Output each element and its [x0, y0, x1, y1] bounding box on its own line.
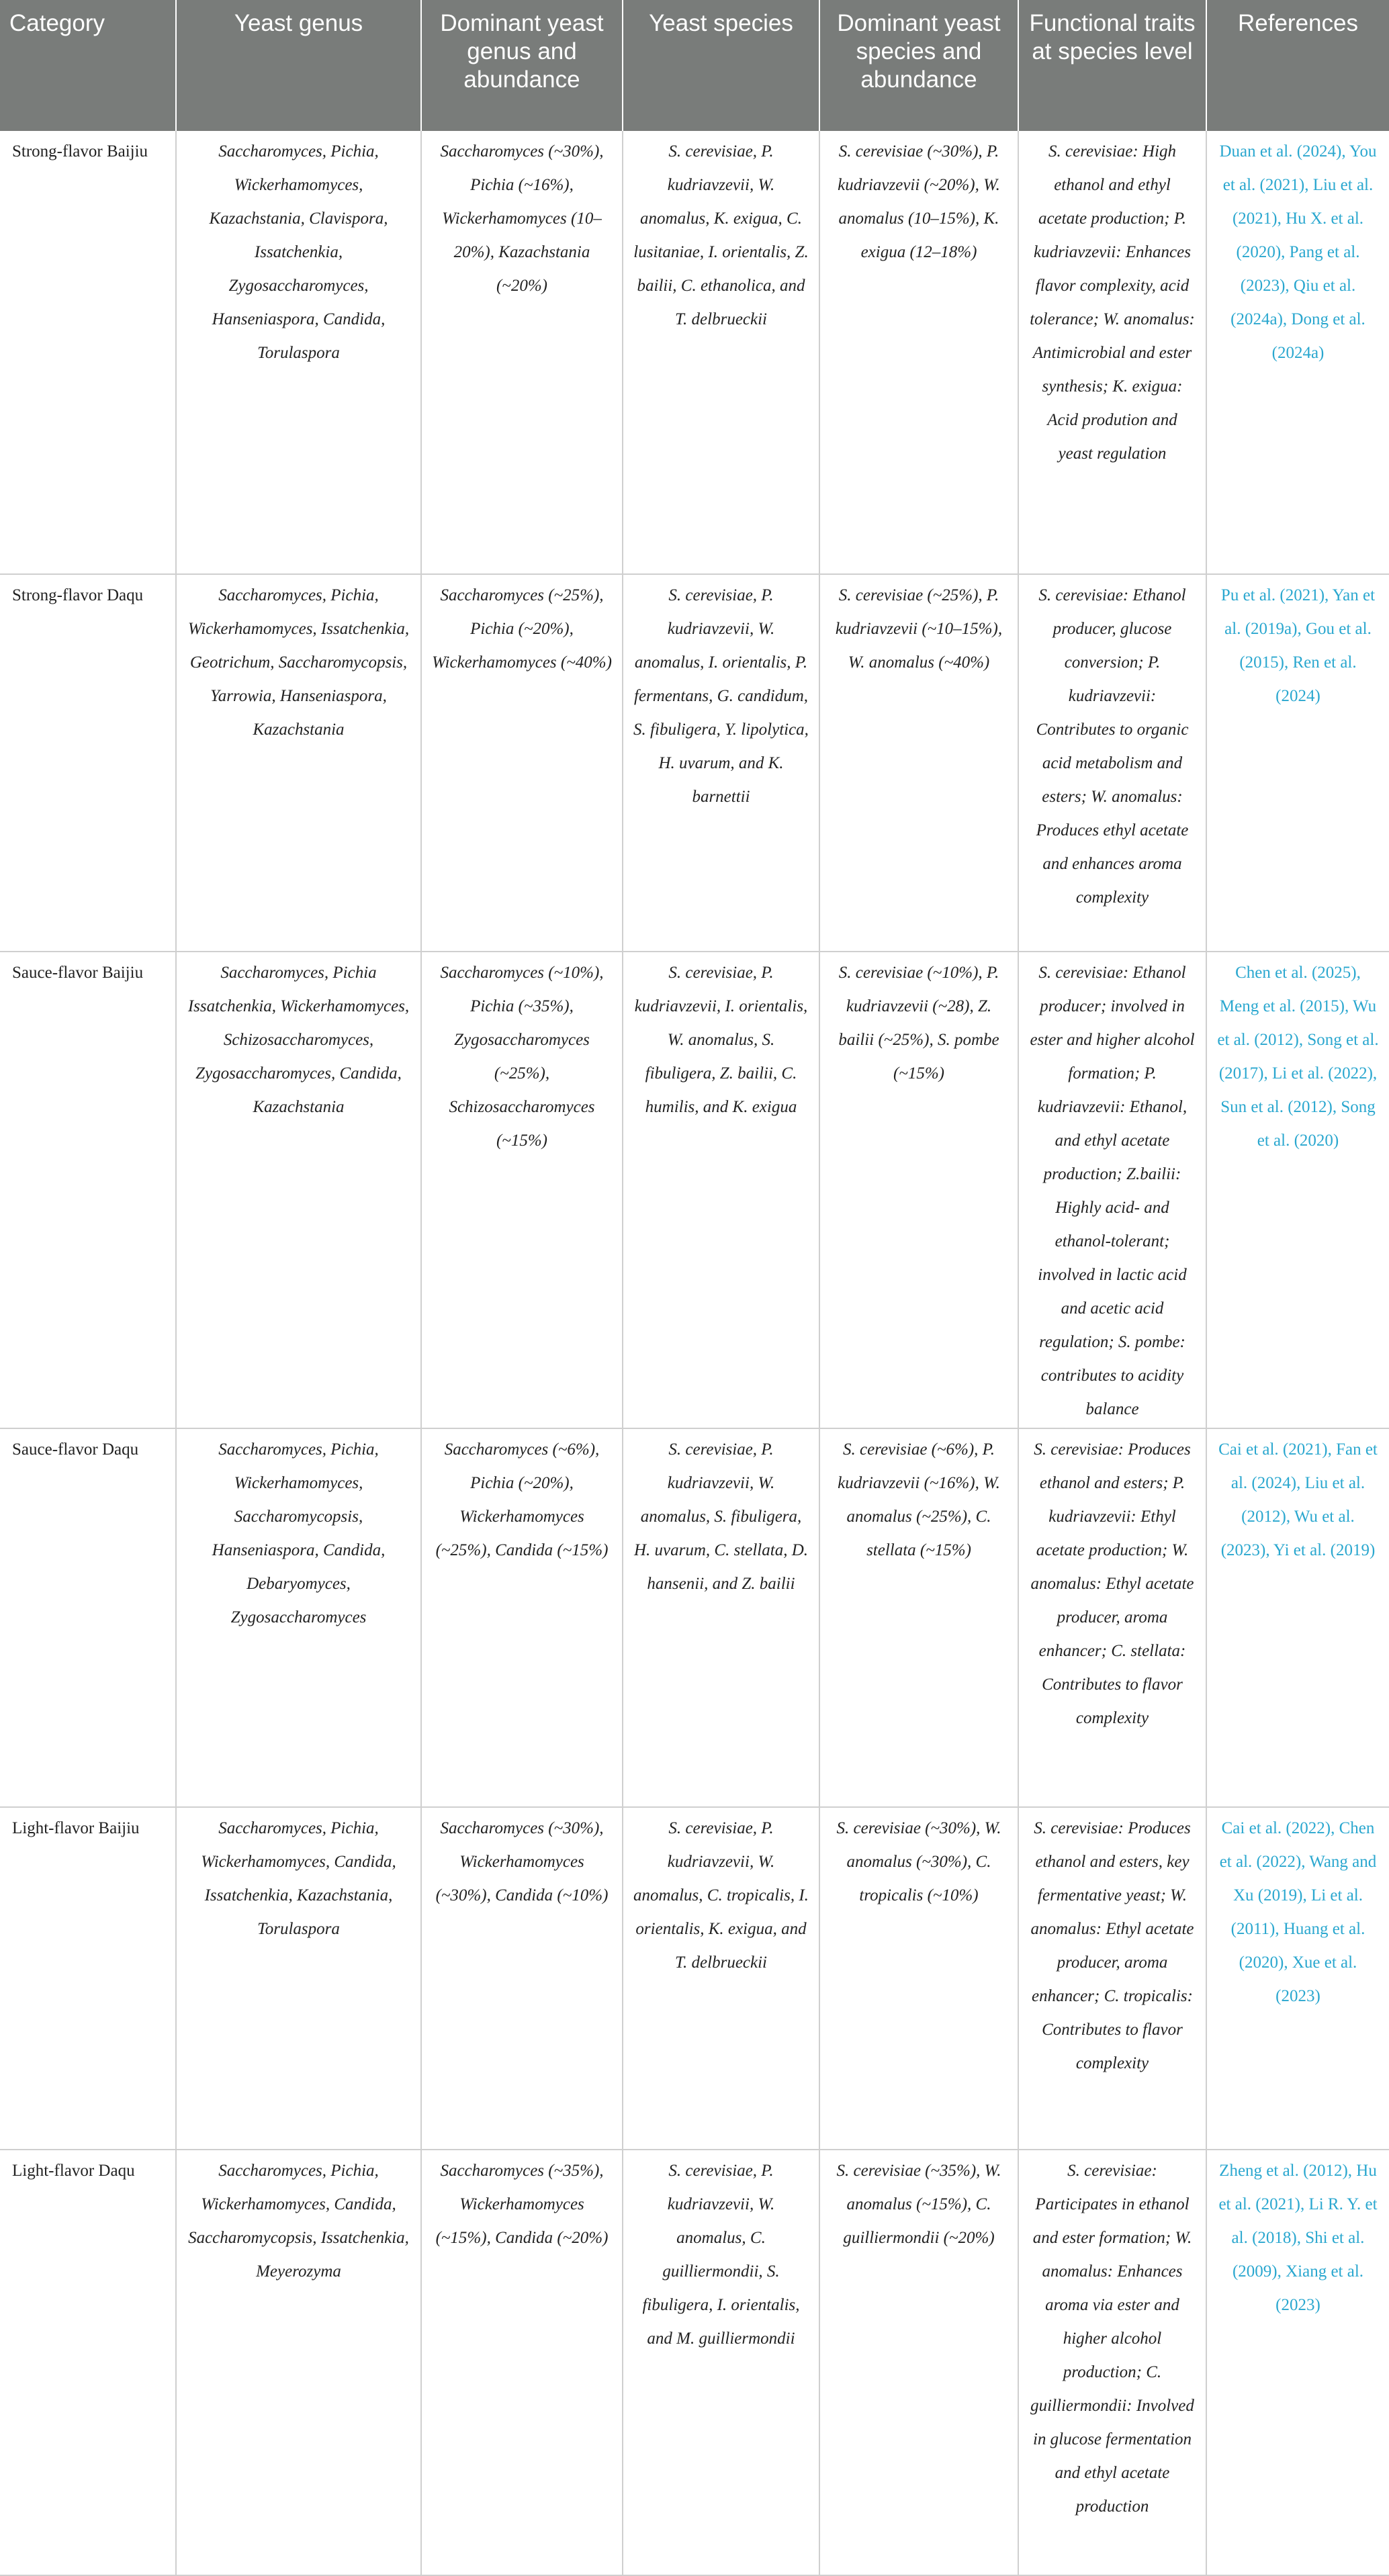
table-row — [0, 574, 1389, 952]
dominant-genus-cell: Saccharomyces (~30%), Pichia (~16%), Wickerhamomyces (10–20%), Kazachstania (~20%) — [421, 131, 623, 574]
header-yeast-genus: Yeast genus — [176, 0, 421, 131]
traits-cell: S. cerevisiae: Produces ethanol and esters, key fermentative yeast; W. anomalus: Ethyl acetate producer, aroma enhancer; C. tropicalis: Contributes to flavor complexity — [1018, 1807, 1206, 2150]
dominant-species-cell: S. cerevisiae (~6%), P. kudriavzevii (~16%), W. anomalus (~25%), C. stellata (~15%) — [819, 1428, 1018, 1807]
category-cell: Sauce-flavor Baijiu — [0, 952, 176, 1428]
table-row — [0, 1807, 1389, 2150]
category-cell: Strong-flavor Daqu — [0, 574, 176, 952]
traits-cell: S. cerevisiae: Produces ethanol and esters; P. kudriavzevii: Ethyl acetate production; W. anomalus: Ethyl acetate producer, aroma enhancer; C. stellata: Contributes to flavor complexity — [1018, 1428, 1206, 1807]
table-row — [0, 131, 1389, 574]
dominant-species-cell: S. cerevisiae (~25%), P. kudriavzevii (~10–15%), W. anomalus (~40%) — [819, 574, 1018, 952]
dominant-genus-cell: Saccharomyces (~25%), Pichia (~20%), Wickerhamomyces (~40%) — [421, 574, 623, 952]
species-cell: S. cerevisiae, P. kudriavzevii, W. anomalus, K. exigua, C. lusitaniae, I. orientalis, Z. bailii, C. ethanolica, and T. delbrueckii — [623, 131, 819, 574]
dominant-genus-cell: Saccharomyces (~10%), Pichia (~35%), Zygosaccharomyces (~25%), Schizosaccharomyces (~15%) — [421, 952, 623, 1428]
table-row — [0, 1428, 1389, 1807]
table-row — [0, 952, 1389, 1428]
traits-cell: S. cerevisiae: Participates in ethanol and ester formation; W. anomalus: Enhances aroma via ester and higher alcohol production; C. guilliermondii: Involved in glucose fermentation and ethyl acetate production — [1018, 2150, 1206, 2575]
species-cell: S. cerevisiae, P. kudriavzevii, W. anomalus, I. orientalis, P. fermentans, G. candidum, S. fibuligera, Y. lipolytica, H. uvarum, and K. barnettii — [623, 574, 819, 952]
category-cell: Light-flavor Baijiu — [0, 1807, 176, 2150]
category-cell: Light-flavor Daqu — [0, 2150, 176, 2575]
references-link[interactable]: Cai et al. (2022), Chen et al. (2022), Wang and Xu (2019), Li et al. (2011), Huang et al. (2020), Xue et al. (2023) — [1206, 1807, 1389, 2150]
species-cell: S. cerevisiae, P. kudriavzevii, W. anomalus, S. fibuligera, H. uvarum, C. stellata, D. hansenii, and Z. bailii — [623, 1428, 819, 1807]
header-dominant-genus: Dominant yeast genus and abundance — [421, 0, 623, 131]
dominant-genus-cell: Saccharomyces (~30%), Wickerhamomyces (~30%), Candida (~10%) — [421, 1807, 623, 2150]
traits-cell: S. cerevisiae: High ethanol and ethyl acetate production; P. kudriavzevii: Enhances flavor complexity, acid tolerance; W. anomalus: Antimicrobial and ester synthesis; K. exigua: Acid prodution and yeast regulation — [1018, 131, 1206, 574]
header-category: Category — [0, 0, 176, 131]
dominant-genus-cell: Saccharomyces (~6%), Pichia (~20%), Wickerhamomyces (~25%), Candida (~15%) — [421, 1428, 623, 1807]
header-row — [0, 0, 1389, 131]
species-cell: S. cerevisiae, P. kudriavzevii, I. orientalis, W. anomalus, S. fibuligera, Z. bailii, C. humilis, and K. exigua — [623, 952, 819, 1428]
genus-cell: Saccharomyces, Pichia, Wickerhamomyces, Candida, Saccharomycopsis, Issatchenkia, Meyerozyma — [176, 2150, 421, 2575]
dominant-species-cell: S. cerevisiae (~35%), W. anomalus (~15%), C. guilliermondii (~20%) — [819, 2150, 1018, 2575]
genus-cell: Saccharomyces, Pichia Issatchenkia, Wickerhamomyces, Schizosaccharomyces, Zygosaccharomyces, Candida, Kazachstania — [176, 952, 421, 1428]
genus-cell: Saccharomyces, Pichia, Wickerhamomyces, Candida, Issatchenkia, Kazachstania, Torulaspora — [176, 1807, 421, 2150]
dominant-species-cell: S. cerevisiae (~30%), W. anomalus (~30%), C. tropicalis (~10%) — [819, 1807, 1018, 2150]
dominant-species-cell: S. cerevisiae (~30%), P. kudriavzevii (~20%), W. anomalus (10–15%), K. exigua (12–18%) — [819, 131, 1018, 574]
header-yeast-species: Yeast species — [623, 0, 819, 131]
table-row — [0, 2150, 1389, 2575]
header-functional-traits: Functional traits at species level — [1018, 0, 1206, 131]
category-cell: Strong-flavor Baijiu — [0, 131, 176, 574]
header-dominant-species: Dominant yeast species and abundance — [819, 0, 1018, 131]
references-link[interactable]: Pu et al. (2021), Yan et al. (2019a), Gou et al. (2015), Ren et al. (2024) — [1206, 574, 1389, 952]
dominant-genus-cell: Saccharomyces (~35%), Wickerhamomyces (~15%), Candida (~20%) — [421, 2150, 623, 2575]
species-cell: S. cerevisiae, P. kudriavzevii, W. anomalus, C. tropicalis, I. orientalis, K. exigua, and T. delbrueckii — [623, 1807, 819, 2150]
genus-cell: Saccharomyces, Pichia, Wickerhamomyces, Issatchenkia, Geotrichum, Saccharomycopsis, Yarrowia, Hanseniaspora, Kazachstania — [176, 574, 421, 952]
references-link[interactable]: Duan et al. (2024), You et al. (2021), Liu et al. (2021), Hu X. et al. (2020), Pang et al. (2023), Qiu et al. (2024a), Dong et al. (2024a) — [1206, 131, 1389, 574]
category-cell: Sauce-flavor Daqu — [0, 1428, 176, 1807]
genus-cell: Saccharomyces, Pichia, Wickerhamomyces, Kazachstania, Clavispora, Issatchenkia, Zygosaccharomyces, Hanseniaspora, Candida, Torulaspora — [176, 131, 421, 574]
references-link[interactable]: Zheng et al. (2012), Hu et al. (2021), Li R. Y. et al. (2018), Shi et al. (2009), Xiang et al. (2023) — [1206, 2150, 1389, 2575]
traits-cell: S. cerevisiae: Ethanol producer, glucose conversion; P. kudriavzevii: Contributes to organic acid metabolism and esters; W. anomalus: Produces ethyl acetate and enhances aroma complexity — [1018, 574, 1206, 952]
dominant-species-cell: S. cerevisiae (~10%), P. kudriavzevii (~28), Z. bailii (~25%), S. pombe (~15%) — [819, 952, 1018, 1428]
species-cell: S. cerevisiae, P. kudriavzevii, W. anomalus, C. guilliermondii, S. fibuligera, I. orientalis, and M. guilliermondii — [623, 2150, 819, 2575]
references-link[interactable]: Cai et al. (2021), Fan et al. (2024), Liu et al. (2012), Wu et al. (2023), Yi et al. (2019) — [1206, 1428, 1389, 1807]
references-link[interactable]: Chen et al. (2025), Meng et al. (2015), Wu et al. (2012), Song et al. (2017), Li et al. (2022), Sun et al. (2012), Song et al. (2020) — [1206, 952, 1389, 1428]
traits-cell: S. cerevisiae: Ethanol producer; involved in ester and higher alcohol formation; P. kudriavzevii: Ethanol, and ethyl acetate production; Z.bailii: Highly acid- and ethanol-tolerant; involved in lactic acid and acetic acid regulation; S. pombe: contributes to acidity balance — [1018, 952, 1206, 1428]
genus-cell: Saccharomyces, Pichia, Wickerhamomyces, Saccharomycopsis, Hanseniaspora, Candida, Debaryomyces, Zygosaccharomyces — [176, 1428, 421, 1807]
header-references: References — [1206, 0, 1389, 131]
